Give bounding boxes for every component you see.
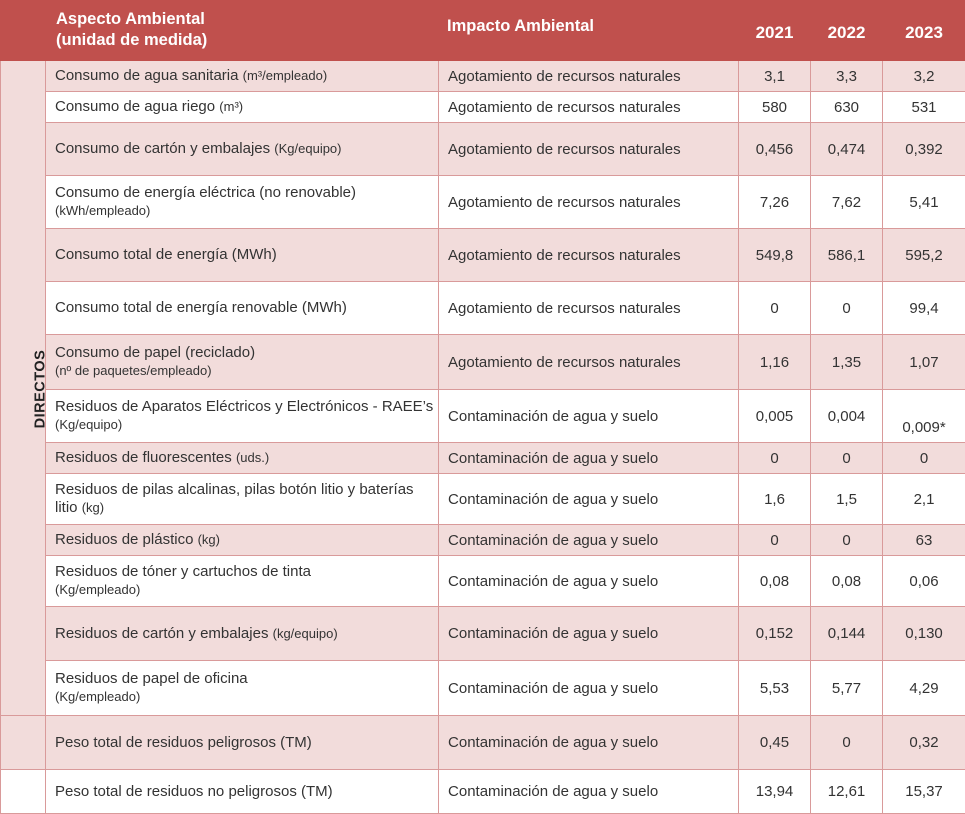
table-row [1, 335, 965, 390]
aspect-text: Consumo de cartón y embalajes [55, 140, 274, 157]
value-2023: 0,32 [883, 716, 965, 770]
aspect-cell [46, 335, 439, 390]
value-2023: 1,07 [883, 335, 965, 390]
aspect-cell [46, 770, 439, 814]
unit-text: (Kg/empleado) [55, 581, 434, 599]
value-2022: 0 [811, 716, 883, 770]
unit-text: (Kg/equipo) [274, 141, 341, 156]
impact-cell: Contaminación de agua y suelo [439, 770, 739, 814]
aspect-cell [46, 282, 439, 335]
table-row [1, 661, 965, 716]
aspect-cell [46, 92, 439, 123]
impact-cell: Contaminación de agua y suelo [439, 443, 739, 474]
unit-text: (kg/equipo) [273, 626, 338, 641]
value-2022: 3,3 [811, 61, 883, 92]
table-row [1, 229, 965, 282]
value-2021: 0,08 [739, 556, 811, 607]
value-2021: 580 [739, 92, 811, 123]
aspect-text: Consumo de agua sanitaria [55, 67, 243, 84]
table-row [1, 61, 965, 92]
impact-cell: Contaminación de agua y suelo [439, 525, 739, 556]
aspect-cell [46, 556, 439, 607]
value-2022: 5,77 [811, 661, 883, 716]
unit-text: (m³) [219, 99, 243, 114]
value-2021: 5,53 [739, 661, 811, 716]
value-2021: 7,26 [739, 176, 811, 229]
value-2022: 0 [811, 443, 883, 474]
table-row [1, 176, 965, 229]
value-2023: 99,4 [883, 282, 965, 335]
value-2021: 0 [739, 525, 811, 556]
value-2021: 0 [739, 282, 811, 335]
unit-text: (kg) [82, 500, 104, 515]
unit-text: (kWh/empleado) [55, 202, 434, 220]
value-2023: 15,37 [883, 770, 965, 814]
aspect-cell [46, 661, 439, 716]
header-year-2023: 2023 [883, 1, 965, 61]
group-cell-empty [1, 716, 46, 770]
table-row [1, 716, 965, 770]
aspect-cell [46, 61, 439, 92]
table-row [1, 92, 965, 123]
impact-cell: Contaminación de agua y suelo [439, 716, 739, 770]
aspect-cell [46, 525, 439, 556]
value-2021: 0,152 [739, 607, 811, 661]
value-2023: 531 [883, 92, 965, 123]
aspect-text: Peso total de residuos peligrosos (TM) [55, 734, 312, 751]
value-2022: 0,474 [811, 123, 883, 176]
value-2023: 0,009* [883, 390, 965, 443]
aspect-cell [46, 474, 439, 525]
header-aspect-line2: (unidad de medida) [56, 30, 438, 51]
value-2023: 0,130 [883, 607, 965, 661]
impact-cell: Agotamiento de recursos naturales [439, 176, 739, 229]
table-row [1, 607, 965, 661]
header-year-2021: 2021 [739, 1, 811, 61]
table-row [1, 390, 965, 443]
impact-cell: Agotamiento de recursos naturales [439, 282, 739, 335]
aspect-text: Peso total de residuos no peligrosos (TM) [55, 783, 333, 800]
header-row [1, 1, 965, 61]
unit-text: (m³/empleado) [243, 68, 328, 83]
impact-cell: Agotamiento de recursos naturales [439, 229, 739, 282]
aspect-text: Residuos de cartón y embalajes [55, 625, 273, 642]
value-2023: 0 [883, 443, 965, 474]
unit-text: (Kg/empleado) [55, 688, 434, 706]
value-2021: 0 [739, 443, 811, 474]
value-2021: 0,45 [739, 716, 811, 770]
value-2021: 1,6 [739, 474, 811, 525]
aspect-text: Residuos de fluorescentes [55, 449, 236, 466]
value-2022: 12,61 [811, 770, 883, 814]
aspect-text: Consumo de papel (reciclado) [55, 344, 434, 362]
value-2022: 0 [811, 525, 883, 556]
value-2022: 586,1 [811, 229, 883, 282]
header-aspect [1, 1, 439, 61]
aspect-cell [46, 443, 439, 474]
value-2022: 1,5 [811, 474, 883, 525]
value-2023: 0,392 [883, 123, 965, 176]
value-2021: 13,94 [739, 770, 811, 814]
impact-cell: Agotamiento de recursos naturales [439, 123, 739, 176]
aspect-text: Residuos de tóner y cartuchos de tinta [55, 563, 434, 581]
value-2021: 0,005 [739, 390, 811, 443]
value-2023: 3,2 [883, 61, 965, 92]
impact-cell: Contaminación de agua y suelo [439, 607, 739, 661]
header-impact: Impacto Ambiental [439, 1, 739, 61]
aspect-cell [46, 716, 439, 770]
value-2023: 4,29 [883, 661, 965, 716]
aspect-text: Residuos de plástico [55, 531, 198, 548]
table-row [1, 123, 965, 176]
table-row [1, 770, 965, 814]
value-2021: 3,1 [739, 61, 811, 92]
unit-text: (uds.) [236, 450, 269, 465]
table-row [1, 443, 965, 474]
impact-cell: Contaminación de agua y suelo [439, 390, 739, 443]
value-2022: 0 [811, 282, 883, 335]
aspect-text: Consumo total de energía renovable (MWh) [55, 299, 347, 316]
unit-text: (kg) [198, 532, 220, 547]
impact-cell: Agotamiento de recursos naturales [439, 335, 739, 390]
value-2021: 549,8 [739, 229, 811, 282]
table-row [1, 282, 965, 335]
value-2022: 0,08 [811, 556, 883, 607]
aspect-cell [46, 176, 439, 229]
aspect-text: Residuos de pilas alcalinas, pilas botón litio y baterías litio [55, 481, 414, 516]
aspect-cell [46, 123, 439, 176]
group-label-directos: DIRECTOS [32, 349, 48, 428]
value-2023: 595,2 [883, 229, 965, 282]
unit-text: (Kg/equipo) [55, 417, 122, 432]
aspect-text: Residuos de papel de oficina [55, 670, 434, 688]
aspect-text: Consumo de agua riego [55, 98, 219, 115]
value-2023: 0,06 [883, 556, 965, 607]
value-2022: 7,62 [811, 176, 883, 229]
group-cell-empty [1, 770, 46, 814]
value-2021: 1,16 [739, 335, 811, 390]
value-2023: 2,1 [883, 474, 965, 525]
aspect-cell [46, 390, 439, 443]
aspect-cell [46, 229, 439, 282]
value-2022: 1,35 [811, 335, 883, 390]
value-2023: 5,41 [883, 176, 965, 229]
value-2023: 63 [883, 525, 965, 556]
group-cell [1, 61, 46, 716]
value-2022: 630 [811, 92, 883, 123]
aspect-text: Consumo total de energía (MWh) [55, 246, 277, 263]
table-row [1, 474, 965, 525]
aspect-text: Residuos de Aparatos Eléctricos y Electrónicos - RAEE’s [55, 398, 433, 415]
aspect-text: Consumo de energía eléctrica (no renovable) [55, 184, 434, 202]
impact-cell: Agotamiento de recursos naturales [439, 61, 739, 92]
value-2021: 0,456 [739, 123, 811, 176]
unit-text: (nº de paquetes/empleado) [55, 362, 434, 380]
aspect-cell [46, 607, 439, 661]
value-2022: 0,004 [811, 390, 883, 443]
impact-cell: Contaminación de agua y suelo [439, 474, 739, 525]
header-year-2022: 2022 [811, 1, 883, 61]
impact-cell: Agotamiento de recursos naturales [439, 92, 739, 123]
impact-cell: Contaminación de agua y suelo [439, 661, 739, 716]
table-row [1, 556, 965, 607]
header-aspect-line1: Aspecto Ambiental [56, 9, 438, 30]
value-2022: 0,144 [811, 607, 883, 661]
table-row [1, 525, 965, 556]
impact-cell: Contaminación de agua y suelo [439, 556, 739, 607]
